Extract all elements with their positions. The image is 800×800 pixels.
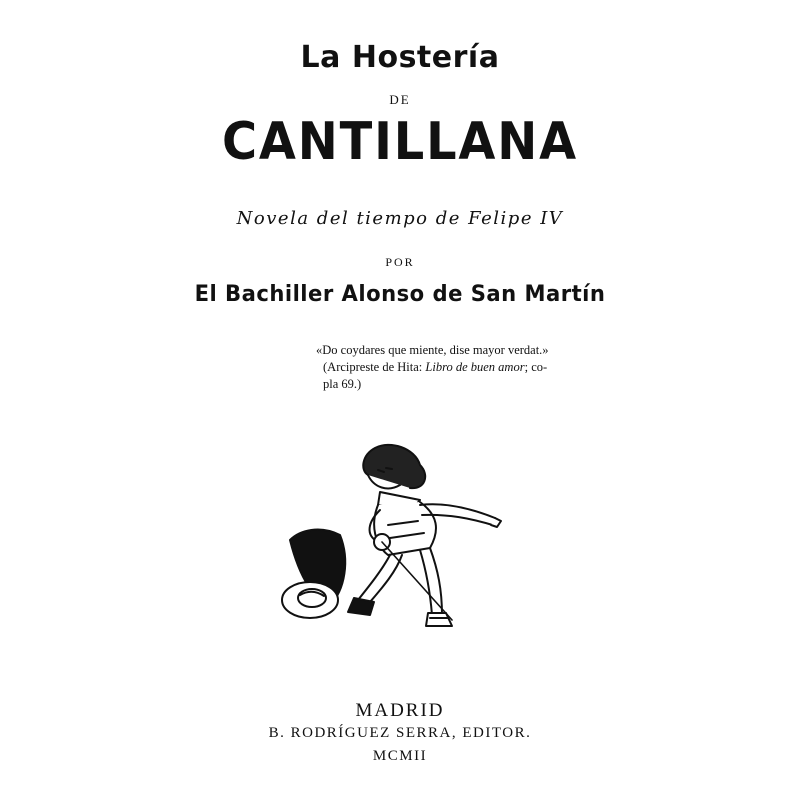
por-label: POR bbox=[385, 255, 415, 269]
epigraph-line-3: pla 69.) bbox=[323, 377, 362, 391]
author-name: El Bachiller Alonso de San Martín bbox=[194, 282, 606, 307]
epigraph-line-1: «Do coydares que miente, dise mayor verdat.» bbox=[316, 343, 549, 357]
imprint-year: MCMII bbox=[372, 748, 428, 764]
title-line-1: La Hostería bbox=[300, 40, 500, 75]
subtitle: Novela del tiempo de Felipe IV bbox=[236, 208, 564, 229]
epigraph bbox=[316, 342, 586, 393]
swordsman-illustration bbox=[270, 430, 520, 640]
epigraph-source-cont: ; co- bbox=[524, 360, 548, 374]
imprint-publisher: B. RODRÍGUEZ SERRA, EDITOR. bbox=[268, 725, 532, 741]
epigraph-line-2 bbox=[316, 359, 586, 376]
epigraph-source: (Arcipreste de Hita: bbox=[323, 360, 426, 374]
epigraph-work-title: Libro de buen amor bbox=[425, 360, 525, 374]
book-title: CANTILLANA bbox=[221, 112, 579, 172]
imprint-city: MADRID bbox=[355, 700, 445, 721]
title-de: DE bbox=[389, 92, 411, 107]
